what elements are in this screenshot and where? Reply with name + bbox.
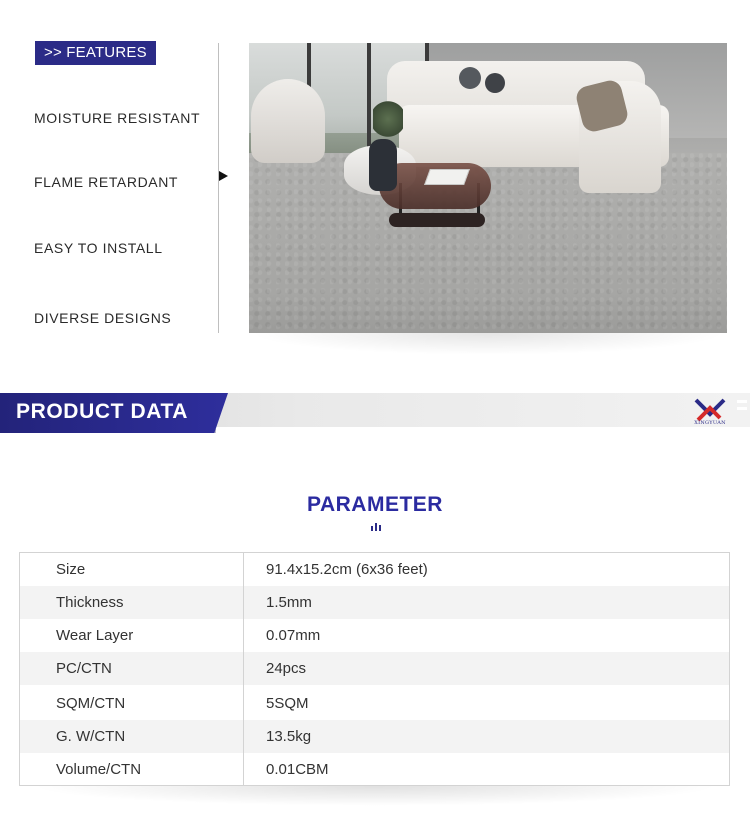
features-badge: >> FEATURES: [35, 41, 156, 65]
banner-decor-lines: [737, 400, 747, 418]
coffee-table-shelf: [389, 213, 485, 227]
row-value: 1.5mm: [266, 594, 312, 611]
feature-moisture-resistant: MOISTURE RESISTANT: [34, 110, 201, 126]
row-label: Volume/CTN: [56, 761, 142, 778]
row-label: G. W/CTN: [56, 728, 126, 745]
row-value: 13.5kg: [266, 728, 312, 745]
table-row: [20, 619, 729, 652]
table-row: [20, 720, 729, 753]
parameter-title: PARAMETER: [307, 493, 443, 516]
row-value: 24pcs: [266, 660, 307, 677]
table-row: [20, 586, 729, 619]
armchair: [251, 79, 325, 163]
bars-icon: [370, 523, 382, 531]
room-shadow: [249, 293, 727, 333]
decor-ball: [459, 67, 481, 89]
row-label: Wear Layer: [56, 627, 134, 644]
row-label: Size: [56, 561, 86, 578]
feature-flame-retardant: FLAME RETARDANT: [34, 174, 179, 190]
table-row: [20, 753, 729, 786]
plant: [373, 99, 403, 139]
table-shadow: [30, 786, 720, 806]
table-row: [20, 553, 729, 586]
row-label: Thickness: [56, 594, 124, 611]
brand-logo-text: XINGYUAN: [694, 420, 726, 426]
table-column-divider: [243, 553, 244, 785]
book: [424, 169, 470, 185]
feature-diverse-designs: DIVERSE DESIGNS: [34, 310, 172, 326]
row-value: 0.01CBM: [266, 761, 329, 778]
table-row: [20, 652, 729, 685]
row-value: 0.07mm: [266, 627, 321, 644]
features-divider: [218, 43, 219, 333]
banner-title: PRODUCT DATA: [16, 400, 189, 423]
table-row: [20, 687, 729, 720]
room-photo: [249, 43, 727, 333]
row-value: 91.4x15.2cm (6x36 feet): [266, 561, 428, 578]
row-label: SQM/CTN: [56, 695, 126, 712]
row-value: 5SQM: [266, 695, 309, 712]
parameter-table: [19, 552, 730, 786]
feature-easy-to-install: EASY TO INSTALL: [34, 240, 163, 256]
row-label: PC/CTN: [56, 660, 112, 677]
photo-shadow: [249, 333, 727, 355]
decor-ball: [485, 73, 505, 93]
arrow-right-icon: [219, 171, 228, 181]
bear-figurine: [369, 139, 397, 191]
